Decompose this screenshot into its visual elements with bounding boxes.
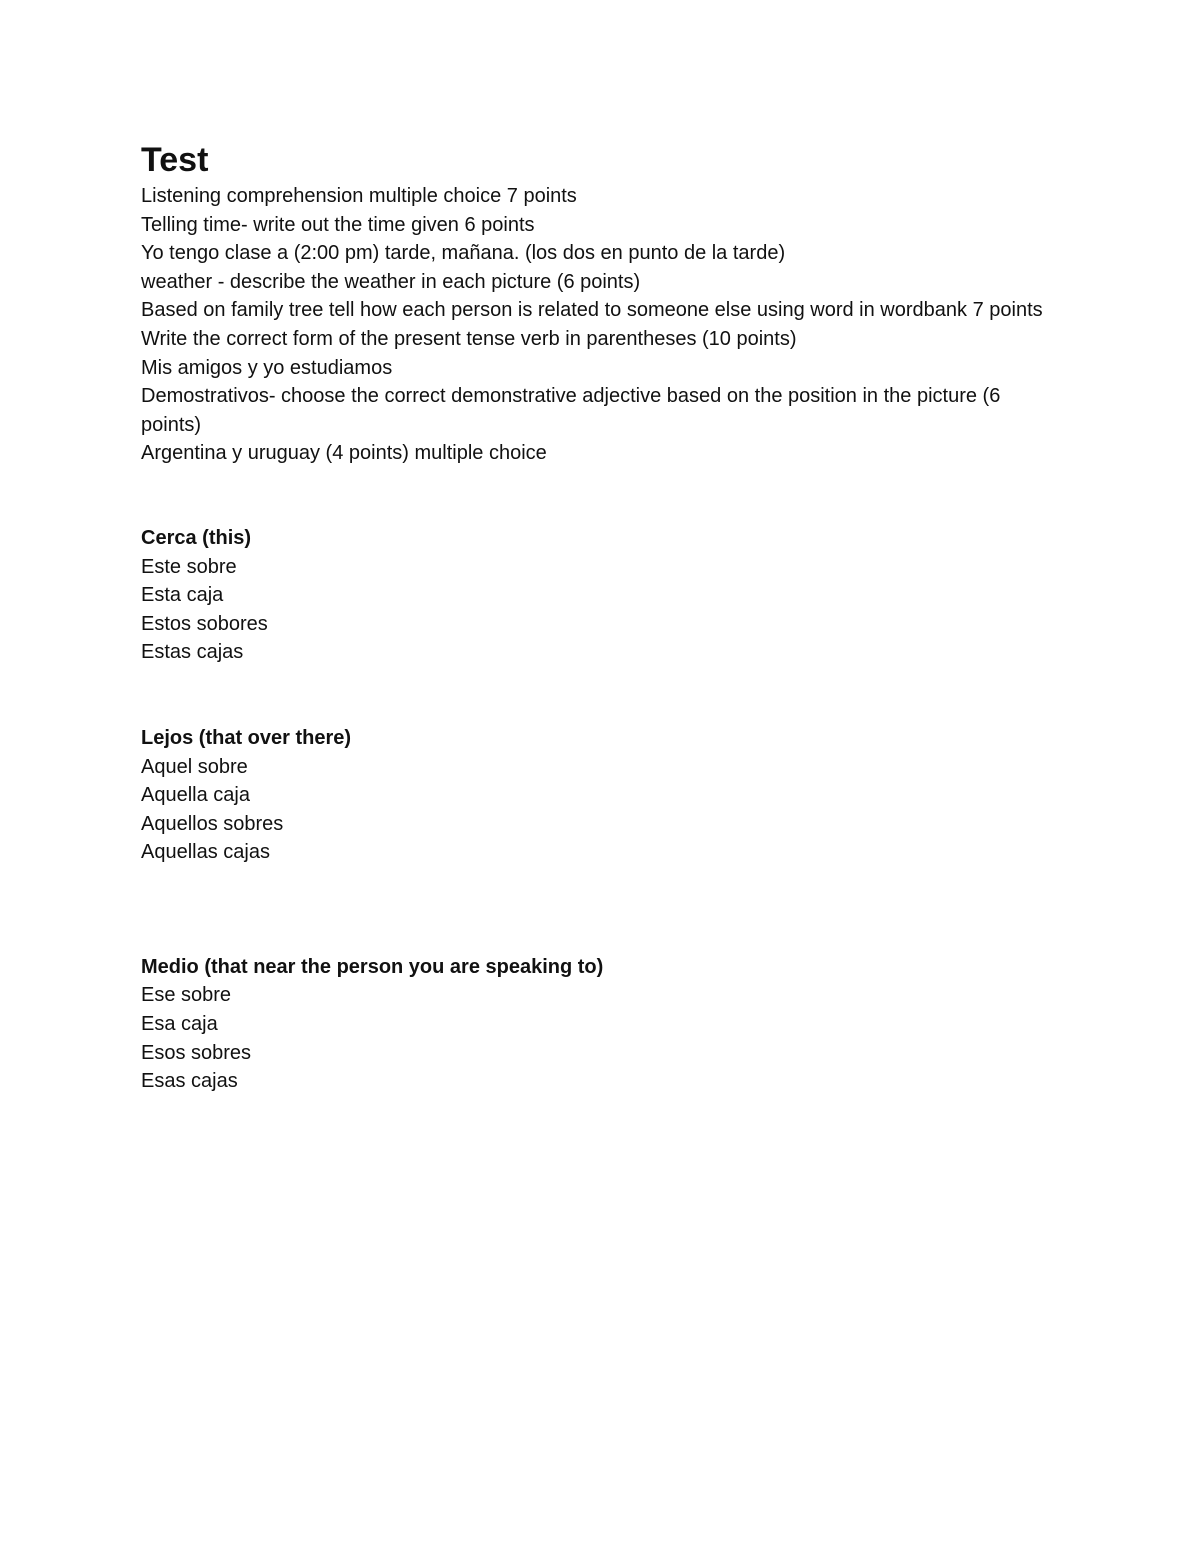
section-heading: Medio (that near the person you are speaking to) xyxy=(141,955,604,978)
document-title: Test xyxy=(141,141,209,179)
list-item: Aquellos sobres xyxy=(141,812,284,835)
outline-line: Based on family tree tell how each person is related to someone else using word in wordbank 7 points xyxy=(141,299,1043,322)
outline-line: Demostrativos- choose the correct demonstrative adjective based on the position in the picture (6 points) xyxy=(141,385,1001,436)
list-item: Esta caja xyxy=(141,584,224,607)
section-cerca xyxy=(141,524,1061,667)
list-item: Aquella caja xyxy=(141,784,250,807)
list-item: Estos sobores xyxy=(141,612,268,635)
spacer xyxy=(141,468,1061,524)
outline-line: Telling time- write out the time given 6 points xyxy=(141,213,535,236)
list-item: Ese sobre xyxy=(141,984,232,1007)
list-item: Aquellas cajas xyxy=(141,841,270,864)
outline-line: Yo tengo clase a (2:00 pm) tarde, mañana. (los dos en punto de la tarde) xyxy=(141,242,786,265)
outline-line: Argentina y uruguay (4 points) multiple choice xyxy=(141,442,547,465)
test-outline xyxy=(141,182,1061,468)
outline-line: Write the correct form of the present tense verb in parentheses (10 points) xyxy=(141,327,797,350)
section-heading: Cerca (this) xyxy=(141,526,252,549)
spacer xyxy=(141,867,1061,953)
document-page xyxy=(141,140,1061,1096)
spacer xyxy=(141,667,1061,724)
list-item: Estas cajas xyxy=(141,641,244,664)
list-item: Aquel sobre xyxy=(141,755,248,778)
section-medio xyxy=(141,953,1061,1096)
list-item: Esa caja xyxy=(141,1013,218,1036)
list-item: Esos sobres xyxy=(141,1041,252,1064)
outline-line: weather - describe the weather in each picture (6 points) xyxy=(141,270,641,293)
list-item: Esas cajas xyxy=(141,1070,238,1093)
outline-line: Mis amigos y yo estudiamos xyxy=(141,356,393,379)
outline-line: Listening comprehension multiple choice 7 points xyxy=(141,185,577,207)
section-lejos xyxy=(141,724,1061,867)
list-item: Este sobre xyxy=(141,555,237,578)
section-heading: Lejos (that over there) xyxy=(141,726,352,749)
